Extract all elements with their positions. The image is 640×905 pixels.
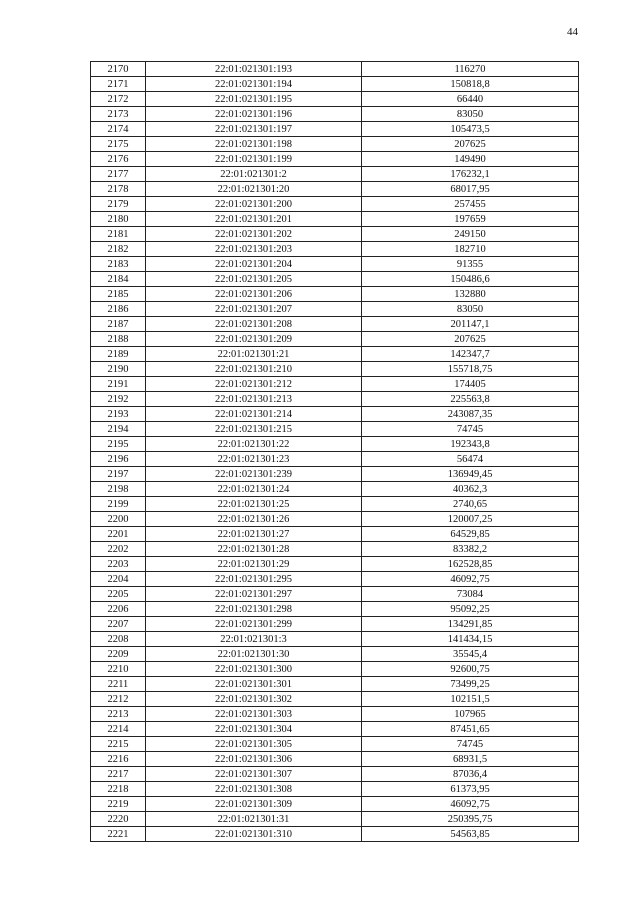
value-cell: 250395,75 [362, 812, 579, 827]
value-cell: 61373,95 [362, 782, 579, 797]
row-number-cell: 2197 [91, 467, 146, 482]
table-row [91, 317, 579, 332]
table-row [91, 197, 579, 212]
row-number-cell: 2207 [91, 617, 146, 632]
value-cell: 73499,25 [362, 677, 579, 692]
table-row [91, 92, 579, 107]
row-number-cell: 2202 [91, 542, 146, 557]
row-number-cell: 2184 [91, 272, 146, 287]
value-cell: 35545,4 [362, 647, 579, 662]
value-cell: 54563,85 [362, 827, 579, 842]
row-number-cell: 2176 [91, 152, 146, 167]
table-row [91, 542, 579, 557]
cadastral-number-cell: 22:01:021301:21 [146, 347, 362, 362]
cadastral-number-cell: 22:01:021301:2 [146, 167, 362, 182]
value-cell: 197659 [362, 212, 579, 227]
cadastral-number-cell: 22:01:021301:28 [146, 542, 362, 557]
cadastral-number-cell: 22:01:021301:209 [146, 332, 362, 347]
cadastral-number-cell: 22:01:021301:297 [146, 587, 362, 602]
cadastral-number-cell: 22:01:021301:204 [146, 257, 362, 272]
table-row [91, 707, 579, 722]
value-cell: 73084 [362, 587, 579, 602]
cadastral-value-table [90, 61, 579, 842]
page-number: 44 [567, 26, 578, 38]
cadastral-number-cell: 22:01:021301:194 [146, 77, 362, 92]
table-row [91, 632, 579, 647]
row-number-cell: 2185 [91, 287, 146, 302]
cadastral-number-cell: 22:01:021301:203 [146, 242, 362, 257]
cadastral-number-cell: 22:01:021301:200 [146, 197, 362, 212]
row-number-cell: 2192 [91, 392, 146, 407]
value-cell: 66440 [362, 92, 579, 107]
cadastral-number-cell: 22:01:021301:302 [146, 692, 362, 707]
row-number-cell: 2187 [91, 317, 146, 332]
cadastral-number-cell: 22:01:021301:301 [146, 677, 362, 692]
table-row [91, 527, 579, 542]
value-cell: 74745 [362, 422, 579, 437]
row-number-cell: 2195 [91, 437, 146, 452]
table-row [91, 152, 579, 167]
value-cell: 2740,65 [362, 497, 579, 512]
table-row [91, 347, 579, 362]
value-cell: 92600,75 [362, 662, 579, 677]
cadastral-number-cell: 22:01:021301:300 [146, 662, 362, 677]
value-cell: 132880 [362, 287, 579, 302]
row-number-cell: 2214 [91, 722, 146, 737]
row-number-cell: 2199 [91, 497, 146, 512]
cadastral-number-cell: 22:01:021301:202 [146, 227, 362, 242]
cadastral-number-cell: 22:01:021301:299 [146, 617, 362, 632]
table-body [91, 62, 579, 842]
value-cell: 141434,15 [362, 632, 579, 647]
value-cell: 176232,1 [362, 167, 579, 182]
value-cell: 74745 [362, 737, 579, 752]
table-row [91, 77, 579, 92]
table-row [91, 782, 579, 797]
value-cell: 225563,8 [362, 392, 579, 407]
cadastral-number-cell: 22:01:021301:210 [146, 362, 362, 377]
cadastral-number-cell: 22:01:021301:207 [146, 302, 362, 317]
row-number-cell: 2196 [91, 452, 146, 467]
cadastral-number-cell: 22:01:021301:307 [146, 767, 362, 782]
value-cell: 257455 [362, 197, 579, 212]
row-number-cell: 2203 [91, 557, 146, 572]
row-number-cell: 2206 [91, 602, 146, 617]
table-row [91, 677, 579, 692]
table-row [91, 482, 579, 497]
table-row [91, 767, 579, 782]
cadastral-number-cell: 22:01:021301:214 [146, 407, 362, 422]
row-number-cell: 2210 [91, 662, 146, 677]
row-number-cell: 2180 [91, 212, 146, 227]
cadastral-number-cell: 22:01:021301:30 [146, 647, 362, 662]
value-cell: 87036,4 [362, 767, 579, 782]
row-number-cell: 2178 [91, 182, 146, 197]
table-row [91, 647, 579, 662]
row-number-cell: 2198 [91, 482, 146, 497]
table-row [91, 257, 579, 272]
value-cell: 150486,6 [362, 272, 579, 287]
cadastral-number-cell: 22:01:021301:26 [146, 512, 362, 527]
cadastral-number-cell: 22:01:021301:239 [146, 467, 362, 482]
table-row [91, 722, 579, 737]
cadastral-number-cell: 22:01:021301:29 [146, 557, 362, 572]
row-number-cell: 2173 [91, 107, 146, 122]
value-cell: 105473,5 [362, 122, 579, 137]
table-row [91, 587, 579, 602]
value-cell: 149490 [362, 152, 579, 167]
table-row [91, 212, 579, 227]
value-cell: 116270 [362, 62, 579, 77]
cadastral-number-cell: 22:01:021301:213 [146, 392, 362, 407]
cadastral-number-cell: 22:01:021301:195 [146, 92, 362, 107]
row-number-cell: 2205 [91, 587, 146, 602]
table-row [91, 497, 579, 512]
value-cell: 68931,5 [362, 752, 579, 767]
table-row [91, 737, 579, 752]
value-cell: 83050 [362, 302, 579, 317]
table-row [91, 617, 579, 632]
table-row [91, 662, 579, 677]
value-cell: 249150 [362, 227, 579, 242]
table-row [91, 62, 579, 77]
row-number-cell: 2188 [91, 332, 146, 347]
value-cell: 46092,75 [362, 572, 579, 587]
value-cell: 243087,35 [362, 407, 579, 422]
row-number-cell: 2183 [91, 257, 146, 272]
row-number-cell: 2219 [91, 797, 146, 812]
table-row [91, 797, 579, 812]
cadastral-number-cell: 22:01:021301:3 [146, 632, 362, 647]
cadastral-number-cell: 22:01:021301:20 [146, 182, 362, 197]
row-number-cell: 2191 [91, 377, 146, 392]
cadastral-number-cell: 22:01:021301:24 [146, 482, 362, 497]
cadastral-number-cell: 22:01:021301:31 [146, 812, 362, 827]
cadastral-number-cell: 22:01:021301:309 [146, 797, 362, 812]
table-row [91, 332, 579, 347]
cadastral-number-cell: 22:01:021301:215 [146, 422, 362, 437]
value-cell: 207625 [362, 137, 579, 152]
row-number-cell: 2213 [91, 707, 146, 722]
row-number-cell: 2212 [91, 692, 146, 707]
value-cell: 64529,85 [362, 527, 579, 542]
row-number-cell: 2194 [91, 422, 146, 437]
table-row [91, 227, 579, 242]
row-number-cell: 2182 [91, 242, 146, 257]
value-cell: 83050 [362, 107, 579, 122]
table-row [91, 242, 579, 257]
value-cell: 136949,45 [362, 467, 579, 482]
value-cell: 134291,85 [362, 617, 579, 632]
cadastral-number-cell: 22:01:021301:306 [146, 752, 362, 767]
table-row [91, 692, 579, 707]
row-number-cell: 2175 [91, 137, 146, 152]
value-cell: 142347,7 [362, 347, 579, 362]
value-cell: 40362,3 [362, 482, 579, 497]
value-cell: 201147,1 [362, 317, 579, 332]
value-cell: 102151,5 [362, 692, 579, 707]
table-row [91, 167, 579, 182]
cadastral-number-cell: 22:01:021301:206 [146, 287, 362, 302]
cadastral-number-cell: 22:01:021301:305 [146, 737, 362, 752]
row-number-cell: 2186 [91, 302, 146, 317]
cadastral-number-cell: 22:01:021301:23 [146, 452, 362, 467]
cadastral-number-cell: 22:01:021301:295 [146, 572, 362, 587]
value-cell: 56474 [362, 452, 579, 467]
cadastral-number-cell: 22:01:021301:25 [146, 497, 362, 512]
cadastral-number-cell: 22:01:021301:308 [146, 782, 362, 797]
table-row [91, 602, 579, 617]
value-cell: 87451,65 [362, 722, 579, 737]
row-number-cell: 2204 [91, 572, 146, 587]
table-row [91, 107, 579, 122]
table-row [91, 302, 579, 317]
value-cell: 182710 [362, 242, 579, 257]
value-cell: 46092,75 [362, 797, 579, 812]
table-row [91, 287, 579, 302]
row-number-cell: 2220 [91, 812, 146, 827]
cadastral-number-cell: 22:01:021301:208 [146, 317, 362, 332]
value-cell: 83382,2 [362, 542, 579, 557]
cadastral-number-cell: 22:01:021301:201 [146, 212, 362, 227]
row-number-cell: 2193 [91, 407, 146, 422]
value-cell: 150818,8 [362, 77, 579, 92]
cadastral-number-cell: 22:01:021301:193 [146, 62, 362, 77]
row-number-cell: 2179 [91, 197, 146, 212]
value-cell: 162528,85 [362, 557, 579, 572]
table-row [91, 377, 579, 392]
cadastral-number-cell: 22:01:021301:199 [146, 152, 362, 167]
row-number-cell: 2217 [91, 767, 146, 782]
row-number-cell: 2215 [91, 737, 146, 752]
cadastral-number-cell: 22:01:021301:27 [146, 527, 362, 542]
cadastral-number-cell: 22:01:021301:197 [146, 122, 362, 137]
cadastral-number-cell: 22:01:021301:298 [146, 602, 362, 617]
table-row [91, 467, 579, 482]
row-number-cell: 2209 [91, 647, 146, 662]
value-cell: 107965 [362, 707, 579, 722]
value-cell: 192343,8 [362, 437, 579, 452]
cadastral-number-cell: 22:01:021301:212 [146, 377, 362, 392]
cadastral-number-cell: 22:01:021301:304 [146, 722, 362, 737]
row-number-cell: 2189 [91, 347, 146, 362]
row-number-cell: 2190 [91, 362, 146, 377]
table-row [91, 137, 579, 152]
value-cell: 91355 [362, 257, 579, 272]
row-number-cell: 2170 [91, 62, 146, 77]
row-number-cell: 2208 [91, 632, 146, 647]
table-row [91, 122, 579, 137]
cadastral-number-cell: 22:01:021301:196 [146, 107, 362, 122]
row-number-cell: 2171 [91, 77, 146, 92]
table-row [91, 407, 579, 422]
row-number-cell: 2172 [91, 92, 146, 107]
table-row [91, 437, 579, 452]
row-number-cell: 2177 [91, 167, 146, 182]
table-row [91, 752, 579, 767]
row-number-cell: 2200 [91, 512, 146, 527]
cadastral-number-cell: 22:01:021301:310 [146, 827, 362, 842]
cadastral-number-cell: 22:01:021301:22 [146, 437, 362, 452]
table-row [91, 392, 579, 407]
row-number-cell: 2181 [91, 227, 146, 242]
value-cell: 174405 [362, 377, 579, 392]
table-row [91, 557, 579, 572]
value-cell: 120007,25 [362, 512, 579, 527]
value-cell: 68017,95 [362, 182, 579, 197]
cadastral-number-cell: 22:01:021301:303 [146, 707, 362, 722]
row-number-cell: 2216 [91, 752, 146, 767]
table-row [91, 572, 579, 587]
row-number-cell: 2211 [91, 677, 146, 692]
value-cell: 155718,75 [362, 362, 579, 377]
table-row [91, 512, 579, 527]
row-number-cell: 2218 [91, 782, 146, 797]
table-row [91, 452, 579, 467]
table-row [91, 812, 579, 827]
cadastral-number-cell: 22:01:021301:205 [146, 272, 362, 287]
row-number-cell: 2221 [91, 827, 146, 842]
value-cell: 95092,25 [362, 602, 579, 617]
table-row [91, 272, 579, 287]
value-cell: 207625 [362, 332, 579, 347]
table-row [91, 182, 579, 197]
row-number-cell: 2201 [91, 527, 146, 542]
cadastral-number-cell: 22:01:021301:198 [146, 137, 362, 152]
row-number-cell: 2174 [91, 122, 146, 137]
table-row [91, 827, 579, 842]
table-row [91, 362, 579, 377]
table-row [91, 422, 579, 437]
